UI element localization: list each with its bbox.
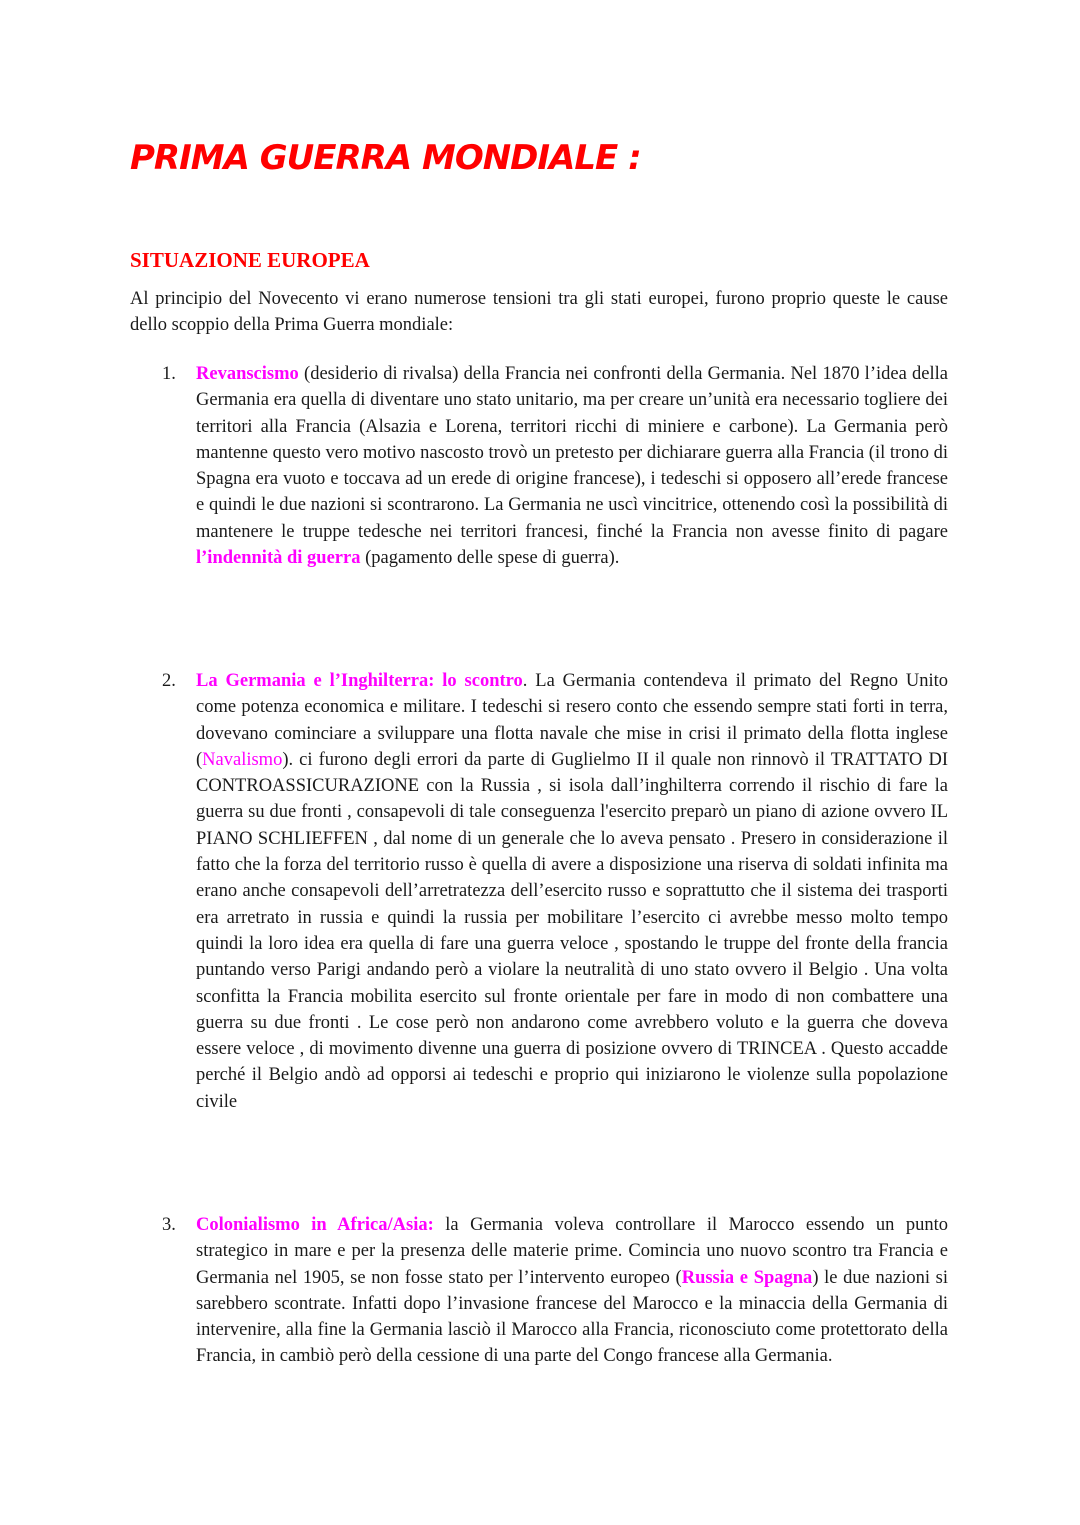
list-item-text [196, 671, 948, 1112]
text-run: della Francia, in cambiò però della cessione di una parte del [196, 1320, 948, 1367]
text-run: (pagamento delle spese di guerra). [360, 548, 620, 569]
text-run: stato unitario [476, 390, 574, 411]
text-run: l’indennità di guerra [196, 548, 361, 569]
list-number: 3. [162, 1215, 176, 1235]
text-run: desiderio di rivalsa [310, 364, 453, 384]
text-run: contendeva il primato del [635, 671, 850, 691]
text-run: ( [669, 1267, 682, 1288]
text-run: in mare e per la presenza delle [267, 1241, 514, 1262]
text-run: miniere [647, 416, 705, 437]
list-item-germania-inghilterra [162, 668, 948, 1115]
text-run: alla Germania. [718, 1346, 833, 1367]
text-run: e [704, 416, 729, 437]
text-run: punto strategico [196, 1215, 949, 1262]
text-run: Germania nel 1905 [196, 1267, 340, 1288]
section-heading: SITUAZIONE EUROPEA [130, 248, 370, 272]
text-run: ) le due nazioni si sarebbero scontrate. Infatti dopo l’invasione francese del Marocco e la minaccia della Germania di intervenire, alla fine la Germania lasciò il Marocco alla Francia, riconosciuto come [196, 1267, 949, 1341]
text-run: Congo francese [603, 1346, 719, 1367]
text-run: Francia [878, 1241, 934, 1262]
text-run: Marocco [728, 1215, 795, 1235]
text-run: Germania [707, 364, 781, 384]
text-run: ). La Germania però mantenne questo vero motivo nascosto trovò un pretesto per dichiarare guerra alla Francia (il trono di Spagna era vuoto e toccava ad un erede di origine francese), i tedeschi si opposero all’erede francese e quindi le due nazioni si scontrarono. La Germania ne uscì vincitrice, ottenendo così la possibilità di mantenere le truppe tedesche nei territori francesi, finché la Francia non avesse finito di pagare [196, 416, 948, 542]
text-run: Colonialismo in Africa/Asia: [196, 1215, 434, 1235]
text-run: , ma per creare un’unità era necessario togliere dei territori alla Francia ( [196, 390, 949, 437]
text-run: Germania [562, 671, 636, 691]
text-run: Russia e Spagna [681, 1267, 813, 1288]
text-run: potenza economica e militare [241, 697, 461, 718]
text-run: e [933, 1241, 948, 1262]
text-run: ) della [452, 364, 505, 384]
text-run: flotta navale [494, 723, 588, 744]
text-run: come [196, 697, 242, 718]
text-run: Revanscismo [196, 364, 299, 384]
text-run: Alsazia e Lorena [365, 416, 498, 437]
text-run: , se non fosse stato per [339, 1267, 519, 1288]
text-run: carbone [728, 416, 788, 437]
list-item-text [196, 1215, 948, 1366]
page-title: PRIMA GUERRA MONDIALE : [130, 138, 641, 178]
list-number: 1. [162, 364, 176, 384]
text-run: che mise in crisi il primato della flotta inglese ( [196, 723, 948, 770]
text-run: ). ci furono degli errori da parte di Guglielmo II il quale non rinnovò il TRATTATO DI CONTROASSICURAZIONE con la Russia , si isola dall’inghilterra correndo il rischio di fare la guerra su due fronti , consapevoli di tale conseguenza l'esercito preparò un piano di azione ovvero IL PIANO SCHLIEFFEN , dal nome di un generale che lo aveva pensato . Presero in considerazione il fatto che la forza del territorio russo è quella di avere a disposizione una riserva di soldati infinita ma erano anche consapevoli dell’arretratezza dell’esercito russo e soprattutto che il sistema dei trasporti era arretrato in russia e quindi la russia per mobilitare l’esercito ci avrebbe messo molto tempo quindi la loro idea era quella di fare una guerra veloce , spostando le truppe del fronte della francia puntando verso Parigi andando però a violare la neutralità di uno stato ovvero il Belgio . Una volta sconfitta la Francia mobilita esercito sul fronte orientale per fare in modo di non combattere una guerra su due fronti . Le cose però non andarono come avrebbero voluto e la guerra che doveva essere veloce , di movimento divenne una guerra di posizione ovvero di TRINCEA . Questo accadde perché il Belgio andò ad opporsi ai tedeschi e proprio qui iniziarono le violenze sulla popolazione civile [196, 749, 948, 1112]
list-item-text [196, 364, 948, 568]
text-run: l’intervento europeo [518, 1267, 670, 1288]
text-run: nei confronti della [560, 364, 708, 384]
text-run: ( [298, 364, 311, 384]
text-run: . Comincia uno nuovo scontro tra [617, 1241, 879, 1262]
text-run: , territori ricchi di [497, 416, 648, 437]
text-run: materie prime [513, 1241, 618, 1262]
text-run: protettorato [820, 1320, 907, 1341]
list-number: 2. [162, 671, 176, 691]
text-run: . Nel 1870 l’idea della Germania era quella di diventare uno [196, 364, 948, 411]
list-item-revanscismo [162, 361, 949, 571]
text-run: La Germania e l’Inghilterra: lo scontro [196, 671, 523, 691]
text-run: . La [522, 671, 563, 691]
text-run: Regno Unito [849, 671, 948, 691]
text-run: . I tedeschi si resero conto che essendo sempre stati forti in terra, dovevano cominciare a sviluppare una [196, 697, 948, 744]
list-item-colonialismo [162, 1212, 949, 1370]
text-run: voleva controllare il [543, 1215, 729, 1235]
text-run: Germania [470, 1215, 544, 1235]
text-run: Francia [504, 364, 561, 384]
intro-paragraph: Al principio del Novecento vi erano numerose tensioni tra gli stati europei, furono proprio queste le cause dello scoppio della Prima Guerra mondiale: [130, 289, 948, 336]
text-run: Navalismo [202, 749, 283, 770]
text-run: la [433, 1215, 471, 1235]
text-run: essendo un [794, 1215, 906, 1235]
